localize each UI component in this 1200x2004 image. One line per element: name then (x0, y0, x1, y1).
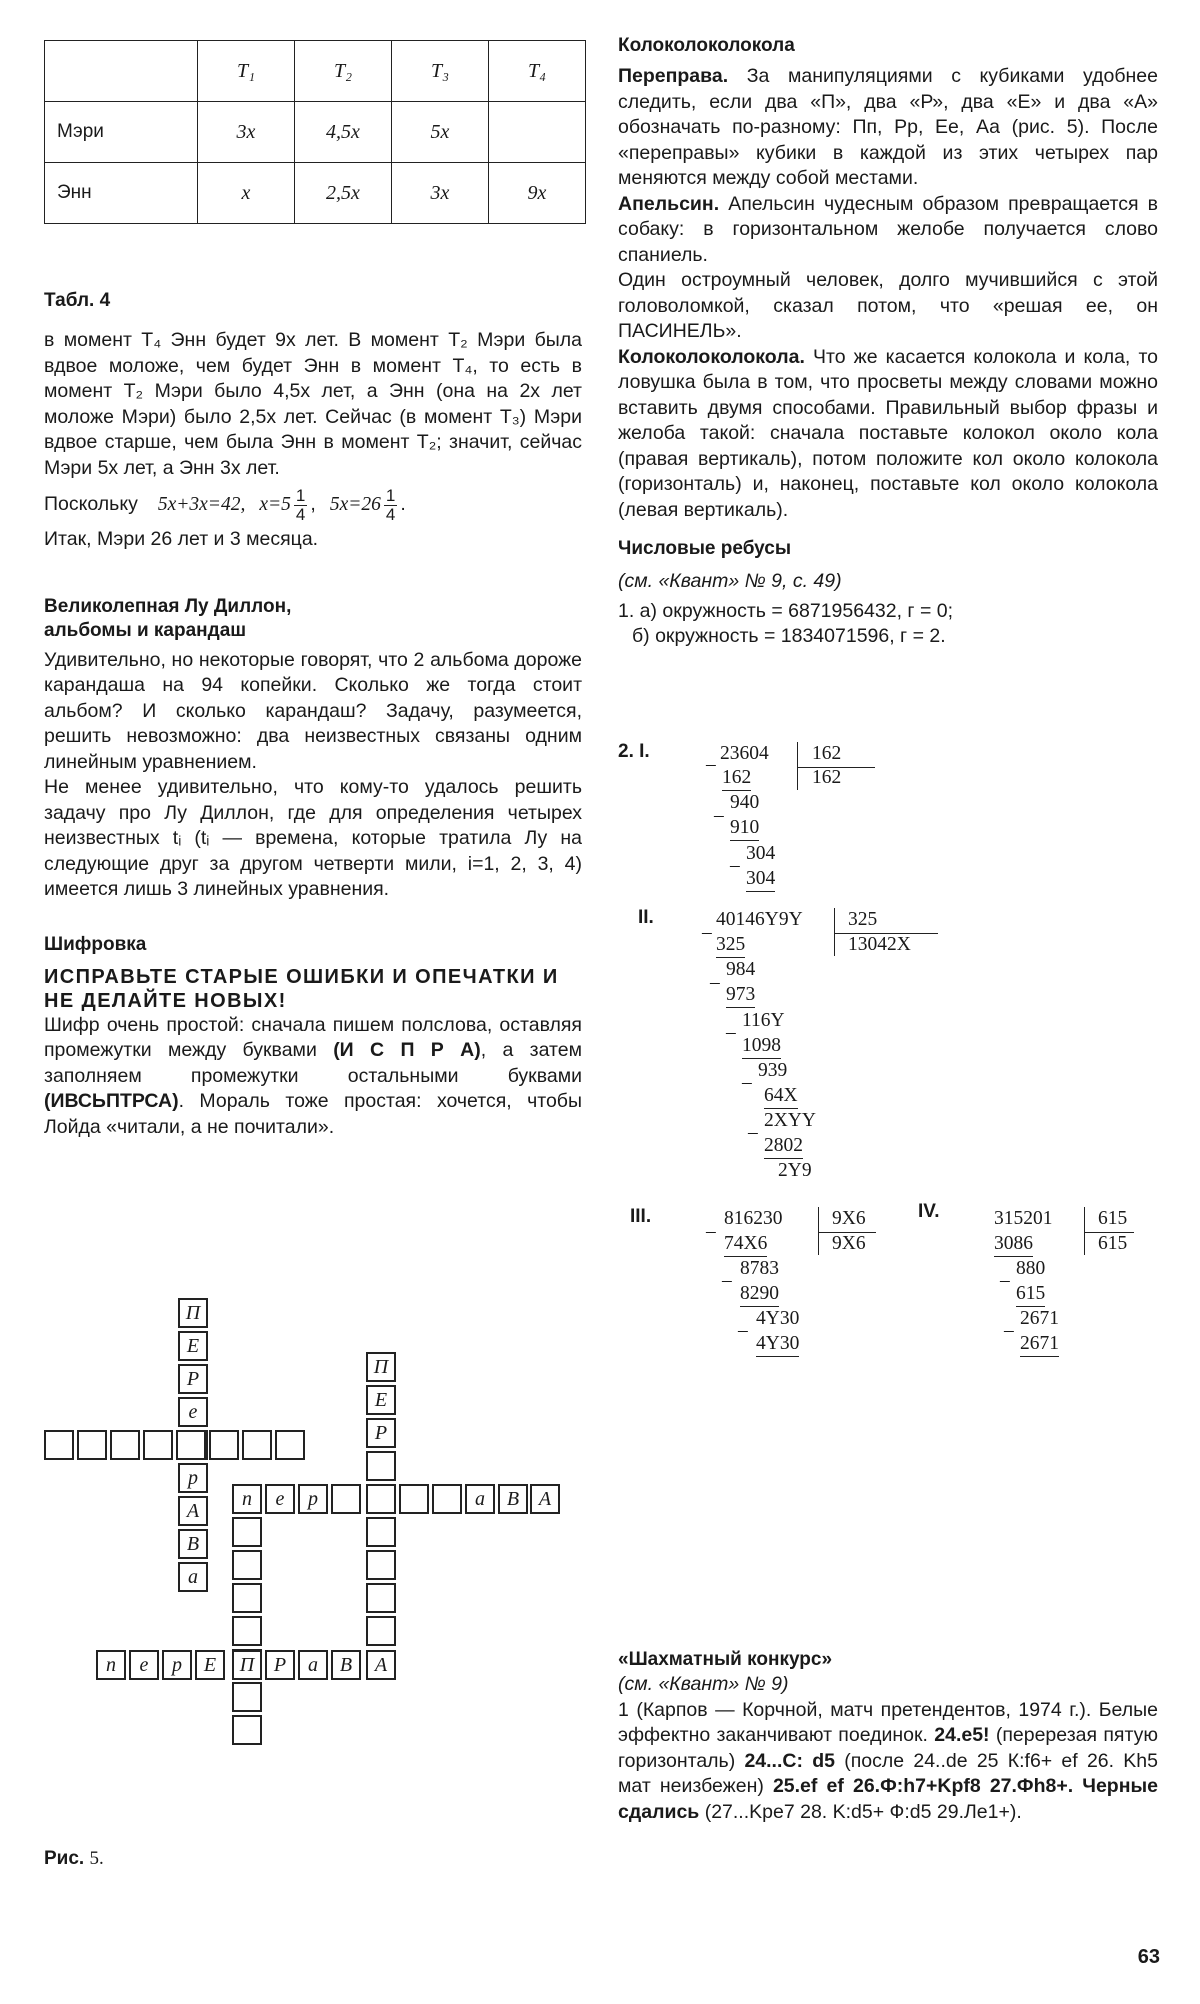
minus-sign: – (730, 855, 740, 876)
partial: 2XYY (764, 1110, 816, 1131)
crossword-cell (77, 1430, 107, 1460)
crossword-cell (366, 1550, 396, 1580)
table-header-row (45, 41, 586, 102)
cipher-text-a: Шифр очень простой: сначала пишем полслова, оставляя промежутки между буквами (44, 1013, 582, 1061)
table-cell: 3x (198, 102, 295, 163)
chess-move-f: 25.ef ef 26.Ф:h7+Kpf8 27.Фh8+. (772, 1775, 1074, 1797)
crossword-cell: П (232, 1650, 262, 1680)
fraction-quarter (384, 487, 397, 524)
quotient: 13042X (848, 934, 911, 955)
equation-x: x=5 (259, 494, 291, 516)
table-row-name: Энн (45, 163, 198, 224)
cipher-caps: ИСПРАВЬТЕ СТАРЫЕ ОШИБКИ И ОПЕЧАТКИ И НЕ ДЕЛАЙТЕ НОВЫХ! (44, 965, 559, 1012)
chess-move-a: 24.е5! (934, 1724, 990, 1746)
partial: 116Y (742, 1010, 785, 1031)
dividend: 40146Y9Y (716, 909, 803, 930)
chess-move-d: 24...С: d5 (744, 1749, 835, 1772)
partial: 2802 (764, 1133, 803, 1159)
partial: 74X6 (724, 1231, 767, 1257)
crossword-cell: Е (195, 1650, 225, 1680)
table-cell: 5x (392, 102, 489, 163)
crossword-cell (232, 1715, 262, 1745)
crossword-cell (366, 1451, 396, 1481)
partial: 615 (1016, 1281, 1045, 1307)
rebus-1a: 1. а) окружность = 6871956432, г = 0; (618, 599, 954, 622)
chess-section (618, 1648, 1158, 1825)
partial: 2671 (1020, 1331, 1059, 1357)
crossword-cell: а (465, 1484, 495, 1514)
chess-text-a: 1 (Карпов — Корчной, матч претендентов, 1974 г.). Белые эффектно заканчивают поединок. (618, 1698, 1158, 1746)
table-caption: Табл. 4 (44, 290, 111, 311)
dividend: 315201 (994, 1208, 1053, 1229)
quotient: 9X6 (832, 1233, 866, 1254)
crossing-label: Переправа. (618, 65, 729, 87)
paragraph-lou: Не менее удивительно, что кому-то удалось решить задачу про Лу Диллон, где для определения четырех неизвестных tᵢ (tᵢ — времена, которые тратила Лу на следующие друг за другом четверти мили, i=1, 2, 3, 4) имеется лишь 3 линейных уравнения. (44, 776, 582, 900)
equation-sum: 5x+3x=42, (157, 494, 246, 516)
crossword-cell: Р (178, 1364, 208, 1394)
minus-sign: – (706, 1221, 716, 1242)
label-2-i: 2. I. (618, 741, 650, 762)
division-bracket (818, 1207, 819, 1255)
cipher-text-c: , а затем заполняем промежутки остальными буквами (44, 1039, 582, 1087)
divisor: 162 (812, 743, 842, 764)
crossword-cell: п (96, 1650, 126, 1680)
crossword-cell (432, 1484, 462, 1514)
equation-line (44, 485, 582, 525)
crossword-cell: а (298, 1650, 328, 1680)
crossword-cell (366, 1517, 396, 1547)
table-header-t4: T₄ (489, 41, 586, 102)
fraction-quarter (294, 487, 307, 524)
divisor: 325 (848, 909, 878, 930)
partial: 2671 (1020, 1308, 1059, 1329)
chess-reference: (см. «Квант» № 9) (618, 1673, 789, 1695)
paragraph-chess (618, 1698, 1158, 1826)
partial: 940 (730, 792, 760, 813)
equation-5x: 5x=26 (329, 494, 381, 516)
crossword-cell (209, 1430, 239, 1460)
crossing-text: За манипуляциями с кубиками удобнее следить, если два «П», два «Р», два «Е» и два «А» обозначать по-разному: Пп, Рр, Ее, Аа (рис. 5). После «переправы» кубики в каждой из этих четырех пар меняются между собой местами. (618, 65, 1158, 189)
page-number: 63 (1137, 1946, 1160, 1968)
table-cell: x (198, 163, 295, 224)
fraction-numerator: 1 (385, 485, 396, 505)
partial: 8290 (740, 1281, 779, 1307)
division-bracket (1084, 1207, 1085, 1255)
quotient: 162 (812, 767, 842, 788)
equation-period: . (400, 493, 406, 516)
chess-text-h: (27...Kpe7 28. K:d5+ Ф:d5 29.Ле1+). (704, 1800, 1022, 1823)
orange-text: Апельсин чудесным образом превращается в собаку: в горизонтальном желобе получается слово спаниель. (618, 192, 1158, 266)
partial: 4Y30 (756, 1308, 800, 1329)
partial: 8783 (740, 1258, 779, 1279)
division-bracket (797, 742, 798, 790)
crossword-cell: р (162, 1650, 192, 1680)
crossword-cell: п (232, 1484, 262, 1514)
heading-lou-dillon: Великолепная Лу Диллон, (44, 595, 292, 617)
crossword-cell: а (178, 1562, 208, 1592)
crossword-cell: Р (265, 1650, 295, 1680)
partial: 1098 (742, 1033, 781, 1059)
minus-sign: – (722, 1270, 732, 1291)
crossword-cell: Е (366, 1385, 396, 1415)
crossword-cell (366, 1484, 396, 1514)
chess-text-c: (перерезая пятую горизонталь) (618, 1724, 1158, 1772)
crossword-cell (232, 1517, 262, 1547)
dividend: 816230 (724, 1208, 783, 1229)
fraction-numerator: 1 (295, 485, 306, 505)
partial: 325 (716, 932, 745, 958)
crossword-cell (110, 1430, 140, 1460)
label-ii: II. (638, 907, 654, 928)
table-cell: 4,5x (295, 102, 392, 163)
minus-sign: – (710, 972, 720, 993)
partial: 880 (1016, 1258, 1046, 1279)
crossword-cell: е (178, 1397, 208, 1427)
table-cell: 9x (489, 163, 586, 224)
crossword-cell: В (331, 1650, 361, 1680)
minus-sign: – (748, 1122, 758, 1143)
crossword-cell (275, 1430, 305, 1460)
equation-comma: , (310, 493, 316, 516)
heading-bells: Колоколоколокола (618, 35, 795, 56)
table-header-t2: T₂ (295, 41, 392, 102)
partial: 3086 (994, 1231, 1033, 1257)
crossword-cell (143, 1430, 173, 1460)
paragraph-album: Удивительно, но некоторые говорят, что 2 альбома дороже карандаша на 94 копейки. Сколько же тогда стоит альбом? И сколько карандаш? Задачу, разумеется, решить невозможно: два неизвестных связаны одним линейным уравнением. (44, 648, 582, 773)
rebus-reference: (см. «Квант» № 9, с. 49) (618, 570, 842, 592)
minus-sign: – (702, 922, 712, 943)
minus-sign: – (714, 805, 724, 826)
figure-caption (44, 1848, 104, 1870)
crossword-cell: р (178, 1463, 208, 1493)
crossword-cell (232, 1616, 262, 1646)
cipher-text-b: (И С П Р А) (333, 1039, 481, 1061)
heading-cipher: Шифровка (44, 933, 147, 955)
chess-resign: Черные сдались (618, 1775, 1158, 1823)
paragraph-crossing (618, 64, 1158, 192)
crossword-cell (232, 1550, 262, 1580)
bells-label: Колоколоколокола. (618, 345, 805, 368)
crossword-cell: е (129, 1650, 159, 1680)
paragraph-answer: Итак, Мэри 26 лет и 3 месяца. (44, 528, 319, 550)
crossword-cell: р (298, 1484, 328, 1514)
crossword-cell: А (366, 1650, 396, 1680)
minus-sign: – (738, 1320, 748, 1341)
minus-sign: – (1000, 1270, 1010, 1291)
partial: 64X (764, 1083, 798, 1109)
left-column (44, 328, 582, 1140)
figure-caption-label: Рис. (44, 1848, 85, 1869)
partial: 939 (758, 1060, 788, 1081)
figure-caption-number: 5. (89, 1848, 104, 1869)
crossword-cell: Р (366, 1418, 396, 1448)
crossword-cell (44, 1430, 74, 1460)
crossword-cell (176, 1430, 206, 1460)
fraction-denominator: 4 (385, 504, 396, 524)
crossword-cell: П (366, 1352, 396, 1382)
rebus-1b: б) окружность = 1834071596, г = 2. (632, 625, 946, 647)
partial: 162 (722, 765, 751, 791)
label-iii: III. (630, 1206, 652, 1227)
cipher-text-d: (ИВСЬПТРСА) (44, 1090, 179, 1112)
partial: 304 (746, 843, 776, 864)
label-iv: IV. (918, 1201, 940, 1222)
paragraph-orange (618, 192, 1158, 269)
heading-lou-dillon-2: альбомы и карандаш (44, 619, 247, 641)
crossword-cell (366, 1616, 396, 1646)
crossword-cell (366, 1583, 396, 1613)
table-cell (489, 102, 586, 163)
table-header-t1: T₁ (198, 41, 295, 102)
heading-rebus: Числовые ребусы (618, 538, 792, 559)
crossword-cell (232, 1682, 262, 1712)
crossword-cell (242, 1430, 272, 1460)
cipher-text-e: . Мораль тоже простая: хочется, чтобы Лойда «читали, а не почитали». (44, 1090, 582, 1138)
division-bracket (834, 908, 835, 956)
dividend: 23604 (720, 743, 769, 764)
equation-lead: Поскольку (44, 493, 138, 516)
crossword-cell: А (530, 1484, 560, 1514)
paragraph-cipher (44, 1013, 582, 1141)
crossword-cell: В (498, 1484, 528, 1514)
crossword-cell: е (265, 1484, 295, 1514)
table-row (45, 102, 586, 163)
crossword-cell: А (178, 1496, 208, 1526)
table-header-t3: T₃ (392, 41, 489, 102)
partial: 910 (730, 815, 759, 841)
chess-text-e: (после 24..de 25 К:f6+ ef 26. Kh5 мат неизбежен) (618, 1749, 1158, 1797)
minus-sign: – (1004, 1320, 1014, 1341)
partial: 984 (726, 959, 756, 980)
crossword-cell (331, 1484, 361, 1514)
table-cell: 2,5x (295, 163, 392, 224)
bells-text: Что же касается колокола и кола, то ловушка была в том, что просветы между словами можно вставить двумя способами. Правильный выбор фразы и желоба такой: сначала поставьте колокол около кола (правая вертикаль), потом положите кол около колокола (горизонталь) и, наконец, поставьте кол около колокола (левая вертикаль). (618, 345, 1159, 521)
partial: 4Y30 (756, 1331, 799, 1357)
paragraph-bells (618, 345, 1158, 524)
crossword-cell: В (178, 1529, 208, 1559)
minus-sign: – (726, 1022, 736, 1043)
minus-sign: – (742, 1072, 752, 1093)
divisor: 615 (1098, 1208, 1128, 1229)
paragraph-witty: Один остроумный человек, долго мучившийся с этой головоломкой, сказал потом, что «решая ее, он ПАСИНЕЛЬ». (618, 269, 1158, 342)
heading-chess: «Шахматный конкурс» (618, 1649, 833, 1670)
minus-sign: – (706, 754, 716, 775)
crossword-cell: Е (178, 1331, 208, 1361)
crossword-cell (232, 1583, 262, 1613)
partial: 2Y9 (778, 1160, 812, 1181)
crossword-cell: П (178, 1298, 208, 1328)
right-column (618, 34, 1158, 650)
orange-label: Апельсин. (618, 192, 720, 215)
divisor: 9X6 (832, 1208, 866, 1229)
table-4 (44, 40, 586, 224)
table-corner (45, 41, 198, 102)
paragraph-ages: в момент T₄ Энн будет 9x лет. В момент T₂ Мэри была вдвое моложе, чем будет Энн в момент T₄, то есть в момент T₂ Мэри было 4,5x лет, а Энн (она на 2x лет моложе Мэри) было 2,5x лет. Сейчас (в момент T₃) Мэри вдвое старше, чем была Энн в момент T₂; значит, сейчас Мэри 5x лет, а Энн 3x лет. (44, 329, 582, 479)
table-row-name: Мэри (45, 102, 198, 163)
partial: 304 (746, 866, 775, 892)
quotient: 615 (1098, 1233, 1128, 1254)
table-row (45, 163, 586, 224)
table-cell: 3x (392, 163, 489, 224)
fraction-denominator: 4 (295, 504, 306, 524)
crossword-cell (399, 1484, 429, 1514)
partial: 973 (726, 982, 755, 1008)
